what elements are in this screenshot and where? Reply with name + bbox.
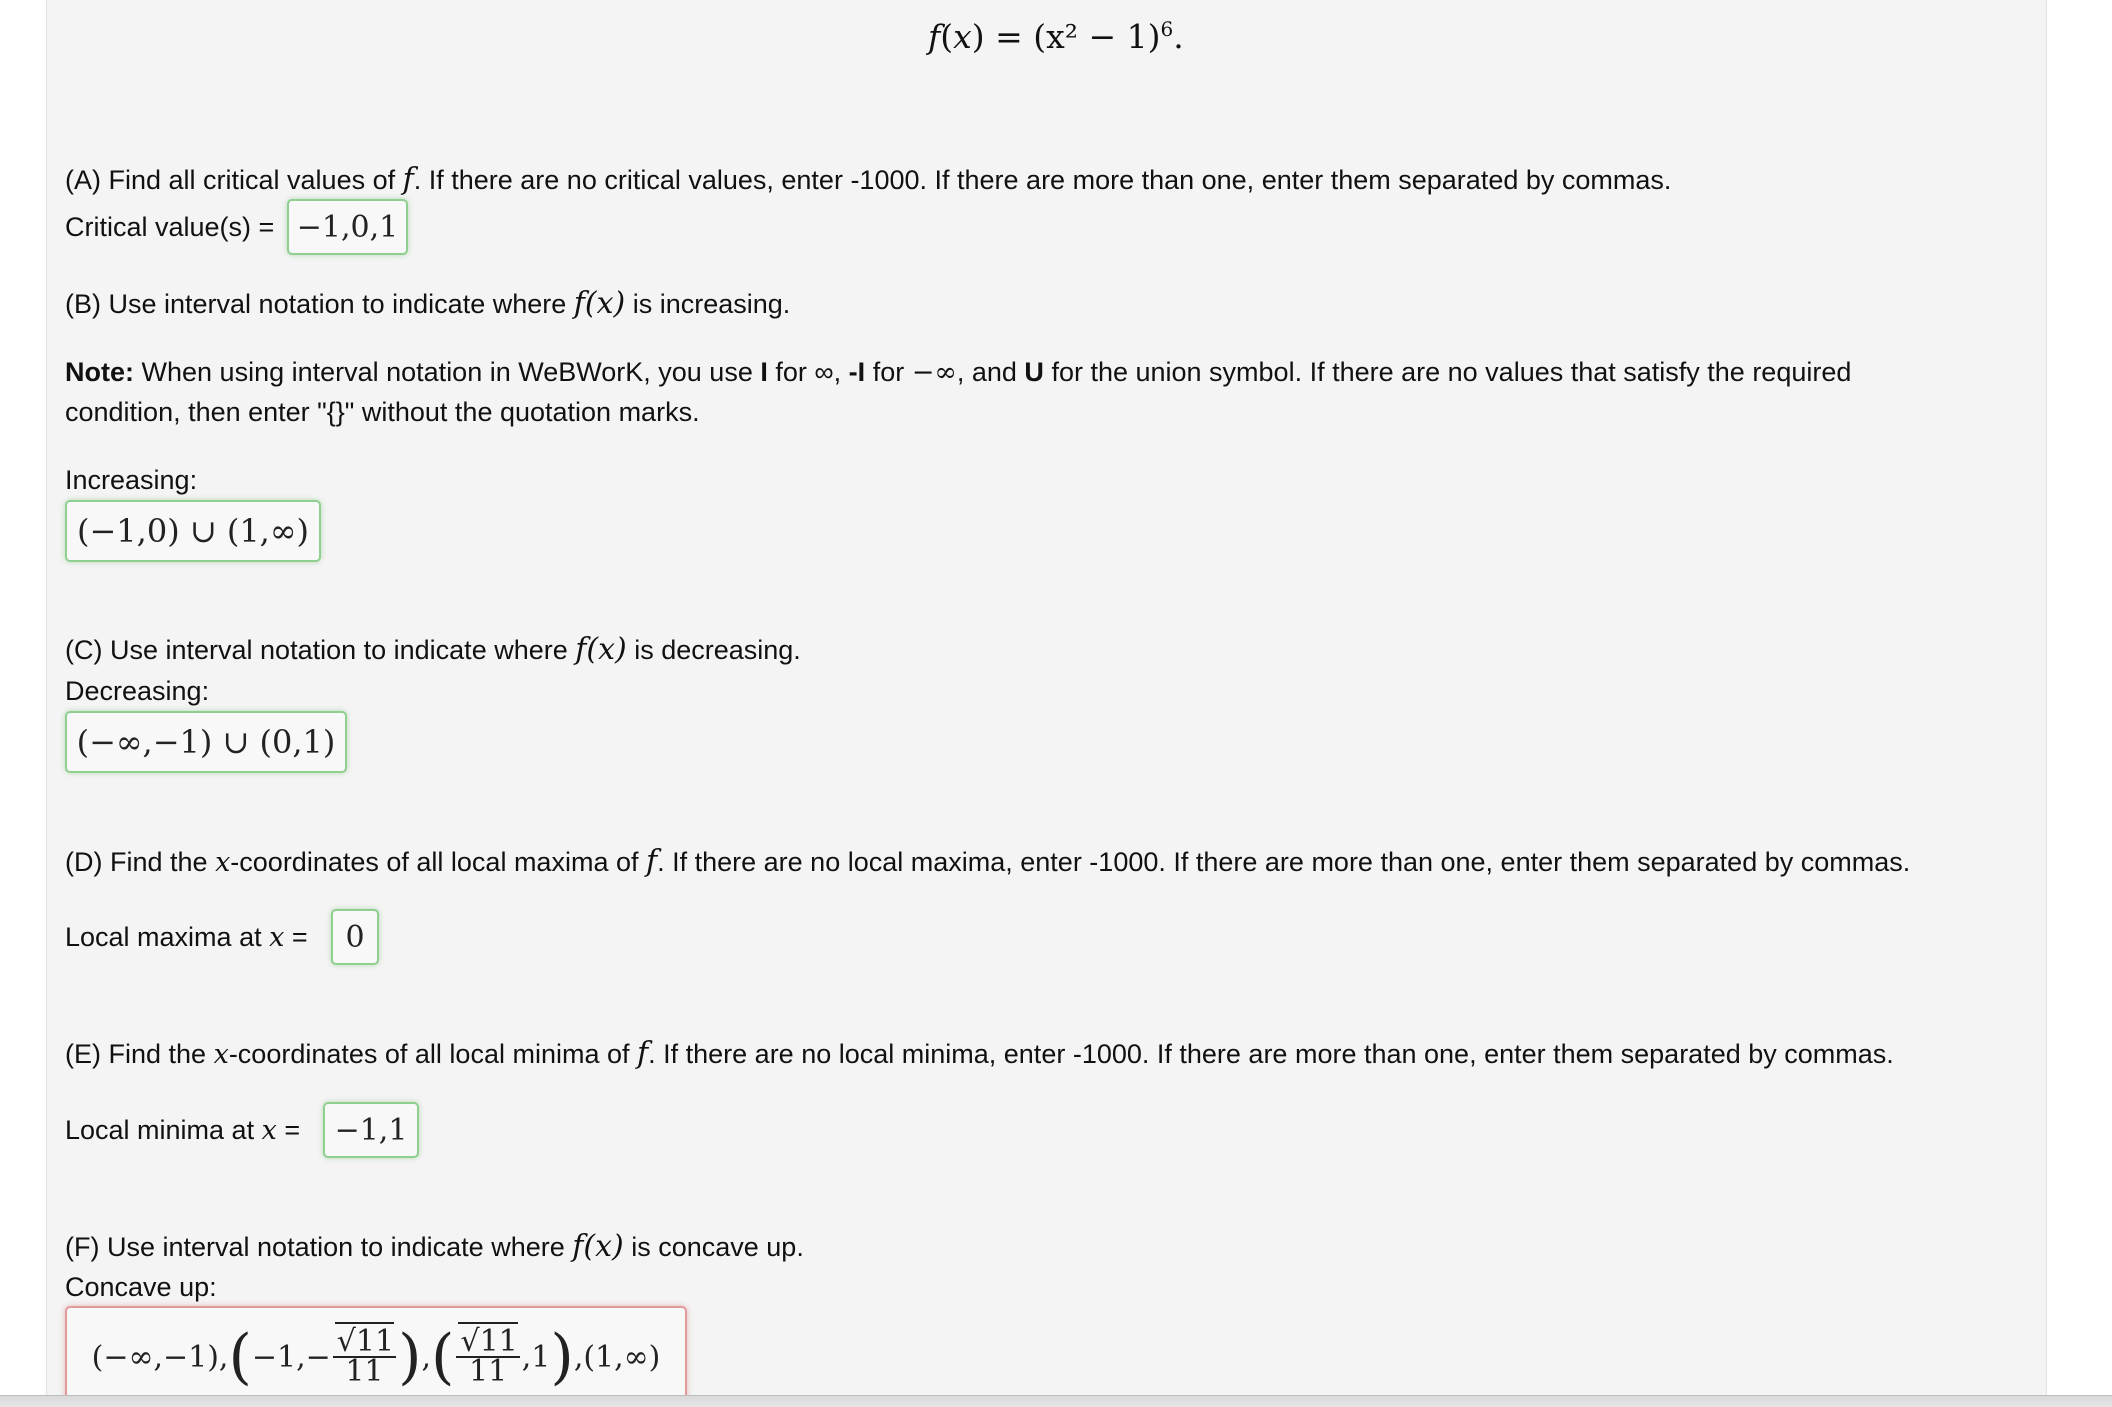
concave-up-label: Concave up: (65, 1272, 217, 1302)
part-c-prompt: (C) Use interval notation to indicate where f(x) is decreasing. (65, 632, 801, 667)
part-f-prompt: (F) Use interval notation to indicate where f(x) is concave up. (65, 1229, 804, 1264)
concave-up-input[interactable]: (−∞,−1), ( −1,− $\frac{√11}{11}$ ) , ( $\frac{√11}{11}$ ,1 ) ,(1,∞) (65, 1306, 687, 1406)
function-definition: $f(x) = (x^2 - 1)^6$. (928, 17, 1184, 56)
increasing-input[interactable]: (−1,0) ∪ (1,∞) (65, 500, 321, 562)
increasing-label: Increasing: (65, 465, 198, 495)
critical-values-input[interactable]: −1,0,1 (287, 199, 408, 255)
fraction-2: $\frac{√11}{11}$ (456, 1328, 519, 1386)
part-a-prompt: (A) Find all critical values of f. If there are no critical values, enter -1000. If there are more than one, enter them separated by commas. (65, 162, 1672, 197)
local-minima-label: Local minima at x = (65, 1115, 301, 1146)
local-maxima-input[interactable]: 0 (331, 909, 379, 965)
part-d-prompt: (D) Find the x-coordinates of all local maxima of f. If there are no local maxima, enter -1000. If there are more than one, enter them separated by commas. (65, 844, 1911, 879)
part-b-prompt: (B) Use interval notation to indicate where f(x) is increasing. (65, 286, 791, 321)
note-line-2: condition, then enter "{}" without the quotation marks. (65, 397, 700, 427)
window-bottom-edge (0, 1395, 2112, 1407)
decreasing-input[interactable]: (−∞,−1) ∪ (0,1) (65, 711, 347, 773)
note-line-1: Note: When using interval notation in WeBWorK, you use I for ∞, -I for −∞, and U for the union symbol. If there are no values that satisfy the required (65, 357, 1852, 388)
local-minima-input[interactable]: −1,1 (323, 1102, 419, 1158)
part-e-prompt: (E) Find the x-coordinates of all local minima of f. If there are no local minima, enter -1000. If there are more than one, enter them separated by commas. (65, 1036, 1894, 1071)
local-maxima-label: Local maxima at x = (65, 922, 308, 953)
note-label: Note: (65, 357, 134, 387)
decreasing-label: Decreasing: (65, 676, 210, 706)
critical-values-label: Critical value(s) = (65, 212, 275, 242)
fraction-1: $\frac{√11}{11}$ (333, 1328, 396, 1386)
